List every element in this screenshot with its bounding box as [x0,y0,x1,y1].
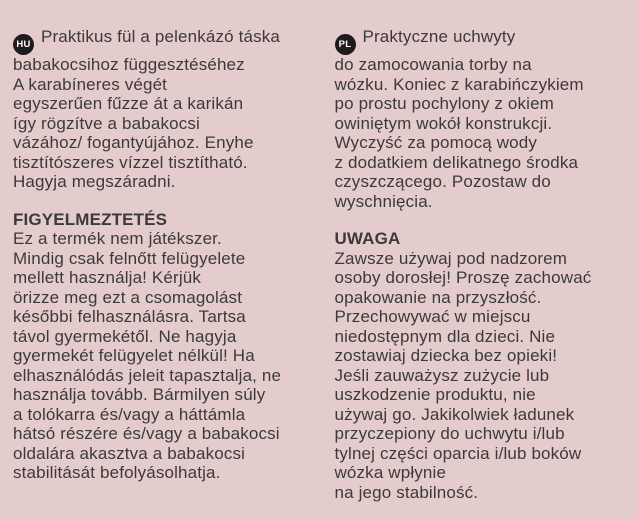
text-line: Zawsze używaj pod nadzorem [334,248,568,268]
text-line: gyermekét felügyelet nélkül! Ha [13,346,255,366]
text-line: tylnej części oparcia i/lub boków [334,443,582,463]
hu-intro-paragraph [13,55,309,192]
pl-warning-paragraph [335,249,631,503]
text-line: przyczepiony do uchwytu i/lub [334,424,565,444]
text-line: używaj go. Jakikolwiek ładunek [334,404,575,424]
text-line: Hagyja megszáradni. [13,172,176,192]
text-line: örizze meg ezt a csomagolást [13,287,243,307]
text-line: po prostu pochylony z okiem [334,94,554,114]
text-line: zostawiaj dziecka bez opieki! [334,346,558,366]
text-line: távol gyermekétől. Ne hagyja [13,326,237,346]
text-line: wózka wpłynie [334,463,447,483]
text-line: Mindig csak felnőtt felügyelete [13,248,246,268]
text-line: Przechowywać w miejscu [334,307,531,327]
text-line: babakocsihoz függesztéséhez [13,55,245,75]
hu-intro-first-line [13,27,309,55]
text-line: owiniętym wokół konstrukcji. [334,113,553,133]
text-line: mellett használja! Kérjük [13,268,202,288]
pl-intro-paragraph [335,55,631,211]
text-line: Ez a termék nem játékszer. [13,229,222,249]
hu-warning-heading: FIGYELMEZTETÉS [13,209,168,229]
text-line: na jego stabilność. [334,482,479,502]
text-line: elhasználódás jeleit tapasztalja, ne [13,365,282,385]
text-line: wózku. Koniec z karabińczykiem [334,74,584,94]
hu-column [13,27,309,520]
text-line: opakowanie na przyszłość. [334,287,542,307]
hu-warning-paragraph [13,229,309,483]
pl-intro-first-line [335,27,631,55]
text-line: egyszerűen fűzze át a karikán [13,94,244,114]
text-line: wyschnięcia. [334,191,433,211]
hu-language-badge-icon: HU [13,34,34,55]
text-line: czyszczącego. Pozostaw do [334,172,551,192]
text-line: hátsó részére és/vagy a babakocsi [13,424,280,444]
text-line: így rögzítve a babakocsi [13,113,200,133]
text-line: do zamocowania torby na [334,55,532,75]
text-line: A karabíneres végét [13,74,168,94]
text-line: tisztítószeres vízzel tisztítható. [13,152,248,172]
text-line: oldalára akasztva a babakocsi [13,443,246,463]
hu-intro-first-text: Praktikus fül a pelenkázó táska [41,27,280,46]
text-line: vázához/ fogantyújához. Enyhe [13,133,254,153]
text-line: z dodatkiem delikatnego środka [334,152,579,172]
text-line: stabilitását befolyásolhatja. [13,463,221,483]
text-line: későbbi felhasználásra. Tartsa [13,307,246,327]
text-line: Jeśli zauważysz zużycie lub [334,365,550,385]
pl-intro-first-text: Praktyczne uchwyty [362,27,516,46]
text-line: uszkodzenie produktu, nie [334,385,536,405]
pl-column [335,27,631,520]
text-line: niedostępnym dla dzieci. Nie [334,326,556,346]
pl-language-badge-icon: PL [335,34,356,55]
text-line: Wyczyść za pomocą wody [334,133,537,153]
text-line: osoby dorosłej! Proszę zachować [334,268,592,288]
pl-warning-heading: UWAGA [334,229,401,249]
text-line: a tolókarra és/vagy a háttámla [13,404,246,424]
text-line: használja tovább. Bármilyen súly [13,385,266,405]
